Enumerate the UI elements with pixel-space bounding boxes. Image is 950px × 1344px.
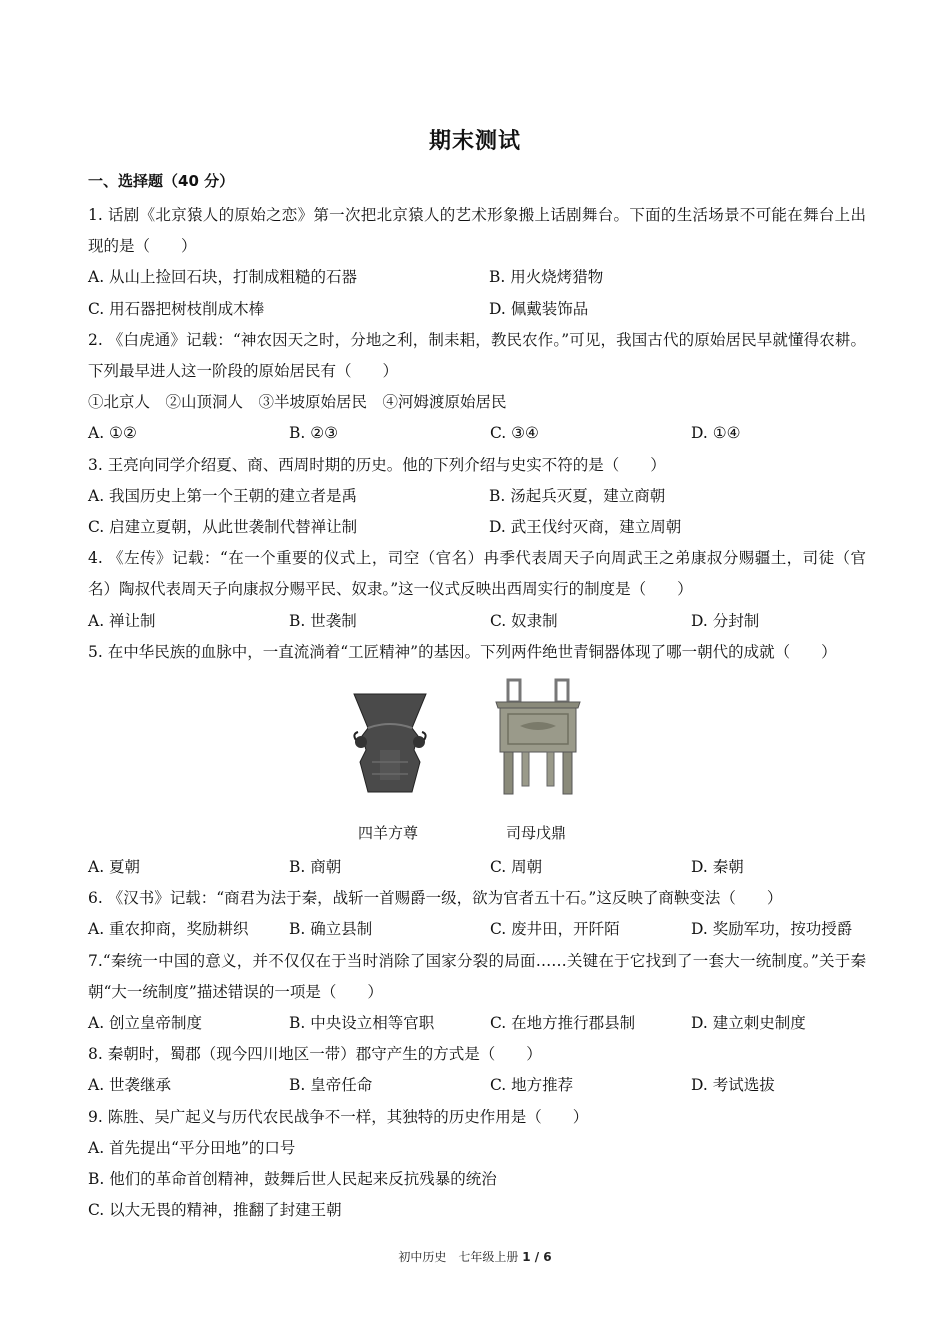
caption-simuwu-ding: 司母戊鼎 <box>506 823 567 842</box>
option-c[interactable]: C. 用石器把树枝削成木棒 <box>88 299 265 318</box>
question-stem: 7.“秦统一中国的意义，并不仅仅在于当时消除了国家分裂的局面……关键在于它找到了一套大一统制度。”关于秦朝“大一统制度”描述错误的一项是（ ） <box>88 951 866 1001</box>
option-d[interactable]: D. 分封制 <box>691 611 760 630</box>
options-row <box>88 1070 866 1101</box>
option-d[interactable]: D. 建立刺史制度 <box>691 1013 806 1032</box>
option-a[interactable]: A. 重农抑商，奖励耕织 <box>88 920 249 939</box>
question-5 <box>88 637 866 883</box>
choice-list: ①北京人 ②山顶洞人 ③半坡原始居民 ④河姆渡原始居民 <box>88 393 507 412</box>
section-heading: 一、选择题（40 分） <box>88 172 235 190</box>
page-number: 1 / 6 <box>522 1250 552 1264</box>
question-stem: 3. 王亮向同学介绍夏、商、西周时期的历史。他的下列介绍与史实不符的是（ ） <box>88 455 666 474</box>
options-row <box>88 262 866 293</box>
option-a[interactable]: A. 世袭继承 <box>88 1076 172 1095</box>
question-2 <box>88 325 866 450</box>
question-list <box>88 170 866 1226</box>
option-b[interactable]: B. 皇帝任命 <box>289 1076 373 1095</box>
option-b[interactable]: B. 他们的革命首创精神，鼓舞后世人民起来反抗残暴的统治 <box>88 1169 497 1188</box>
page-footer <box>0 1248 950 1265</box>
options-row <box>88 481 866 512</box>
question-8 <box>88 1039 866 1101</box>
option-c[interactable]: C. 以大无畏的精神，推翻了封建王朝 <box>88 1201 342 1220</box>
question-1 <box>88 200 866 325</box>
options-row <box>88 1008 866 1039</box>
option-b[interactable]: B. 汤起兵灭夏，建立商朝 <box>489 486 666 505</box>
option-a[interactable]: A. 创立皇帝制度 <box>88 1013 203 1032</box>
option-c[interactable]: C. 地方推荐 <box>490 1076 574 1095</box>
question-stem: 8. 秦朝时，蜀郡（现今四川地区一带）郡守产生的方式是（ ） <box>88 1045 542 1064</box>
simuwu-ding-image <box>490 678 586 798</box>
question-6 <box>88 883 866 945</box>
question-stem: 9. 陈胜、吴广起义与历代农民战争不一样，其独特的历史作用是（ ） <box>88 1107 589 1126</box>
figure-captions <box>88 820 866 846</box>
option-a[interactable]: A. ①② <box>88 424 137 443</box>
option-a[interactable]: A. 从山上捡回石块，打制成粗糙的石器 <box>88 268 358 287</box>
question-4 <box>88 543 866 637</box>
option-a[interactable]: A. 禅让制 <box>88 611 156 630</box>
question-stem: 1. 话剧《北京猿人的原始之恋》第一次把北京猿人的艺术形象搬上话剧舞台。下面的生活场景不可能在舞台上出现的是（ ） <box>88 206 866 256</box>
option-a[interactable]: A. 首先提出“平分田地”的口号 <box>88 1138 296 1157</box>
option-d[interactable]: D. 秦朝 <box>691 857 744 876</box>
option-d[interactable]: D. ①④ <box>691 424 741 443</box>
option-b[interactable]: B. 中央设立相等官职 <box>289 1013 435 1032</box>
question-stem: 5. 在中华民族的血脉中，一直流淌着“工匠精神”的基因。下列两件绝世青铜器体现了哪一朝代的成就（ ） <box>88 642 837 661</box>
option-b[interactable]: B. ②③ <box>289 424 339 443</box>
footer-subject: 初中历史 七年级上册 <box>398 1250 519 1264</box>
option-c[interactable]: C. 奴隶制 <box>490 611 558 630</box>
page-title: 期末测试 <box>428 129 521 154</box>
option-d[interactable]: D. 奖励军功，按功授爵 <box>691 920 853 939</box>
options-row <box>88 852 866 883</box>
question-stem: 6. 《汉书》记载：“商君为法于秦，战斩一首赐爵一级，欲为官者五十石。”这反映了商鞅变法（ ） <box>88 889 783 908</box>
option-a[interactable]: A. 我国历史上第一个王朝的建立者是禹 <box>88 486 358 505</box>
option-c[interactable]: C. 在地方推行郡县制 <box>490 1013 636 1032</box>
four-ram-zun-image <box>350 690 430 794</box>
option-b[interactable]: B. 商朝 <box>289 857 342 876</box>
option-b[interactable]: B. 世袭制 <box>289 611 357 630</box>
option-d[interactable]: D. 佩戴装饰品 <box>489 299 589 318</box>
question-3 <box>88 450 866 544</box>
options-row <box>88 512 866 543</box>
caption-four-ram-zun: 四羊方尊 <box>358 823 419 842</box>
option-d[interactable]: D. 考试选拔 <box>691 1076 775 1095</box>
option-c[interactable]: C. 废井田，开阡陌 <box>490 920 620 939</box>
option-a[interactable]: A. 夏朝 <box>88 857 141 876</box>
options-row <box>88 294 866 325</box>
question-7 <box>88 946 866 1040</box>
option-b[interactable]: B. 用火烧烤猎物 <box>489 268 604 287</box>
options-row <box>88 914 866 945</box>
bronze-figure <box>88 672 866 852</box>
option-d[interactable]: D. 武王伐纣灭商，建立周朝 <box>489 517 682 536</box>
question-9 <box>88 1102 866 1227</box>
options-row <box>88 418 866 449</box>
option-b[interactable]: B. 确立县制 <box>289 920 373 939</box>
question-stem: 2. 《白虎通》记载：“神农因天之时，分地之利，制耒耜，教民农作。”可见，我国古代的原始居民早就懂得农耕。下列最早进人这一阶段的原始居民有（ ） <box>88 330 866 380</box>
option-c[interactable]: C. 周朝 <box>490 857 543 876</box>
options-row <box>88 606 866 637</box>
option-c[interactable]: C. ③④ <box>490 424 539 443</box>
question-stem: 4. 《左传》记载：“在一个重要的仪式上，司空（官名）冉季代表周天子向周武王之弟康叔分赐疆土，司徒（官名）陶叔代表周天子向康叔分赐平民、奴隶。”这一仪式反映出西周实行的制度是（ ） <box>88 549 866 599</box>
option-c[interactable]: C. 启建立夏朝，从此世袭制代替禅让制 <box>88 517 358 536</box>
